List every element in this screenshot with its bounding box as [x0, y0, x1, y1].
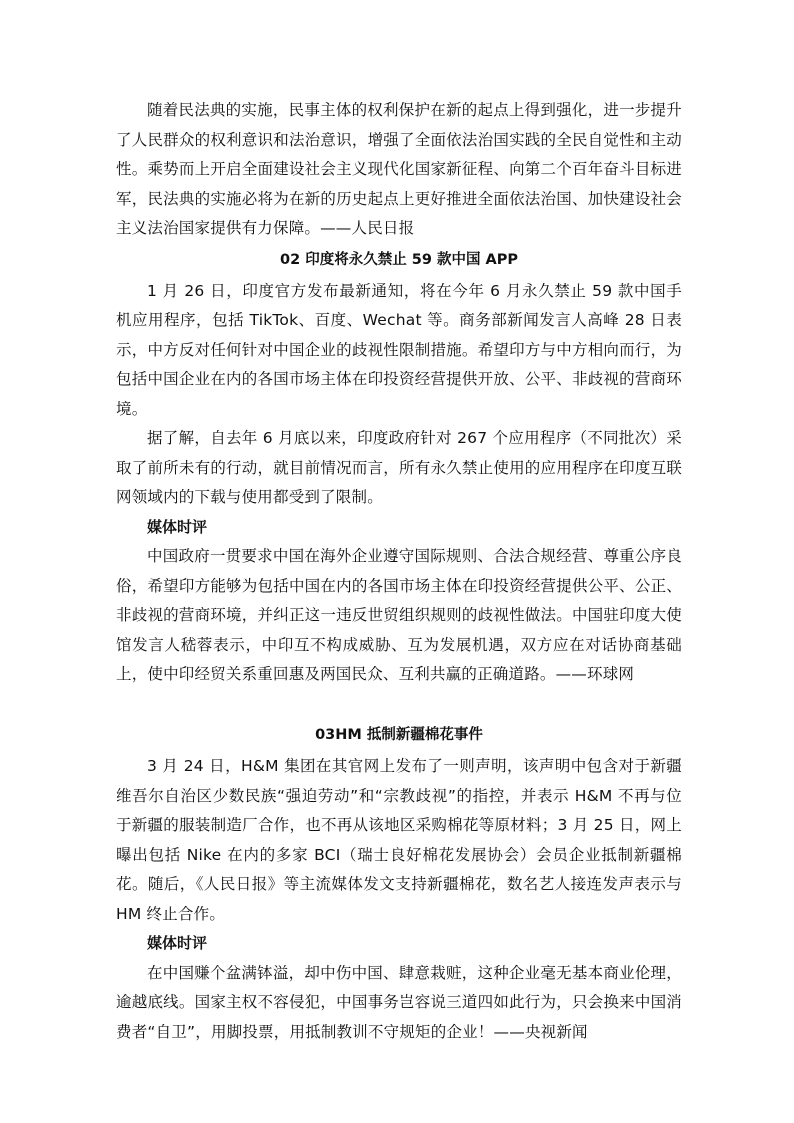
- section-02-commentary: 中国政府一贯要求中国在海外企业遵守国际规则、合法合规经营、尊重公序良俗，希望印方能够为包括中国在内的各国市场主体在印投资经营提供公平、公正、非歧视的营商环境，并纠正这一违反世贸组织规则的歧视性做法。中国驻印度大使馆发言人嵇蓉表示，中印互不构成威胁、互为发展机遇，双方应在对话协商基础上，使中印经贸关系重回惠及两国民众、互利共赢的正确道路。——环球网: [116, 547, 682, 683]
- section-02-commentary-heading: 媒体时评: [147, 517, 208, 536]
- section-03-paragraph-1: 3 月 24 日，H&M 集团在其官网上发布了一则声明，该声明中包含对于新疆维吾尔自治区少数民族“强迫劳动”和“宗教歧视”的指控，并表示 H&M 不再与位于新疆的服装制造厂合作，也不再从该地区采购棉花等原材料；3 月 25 日，网上曝出包括 Nike 在内的多家 BCI（瑞士良好棉花发展协会）会员企业抵制新疆棉花。随后，《人民日报》等主流媒体发文支持新疆棉花，数名艺人接连发声表示与 HM 终止合作。: [116, 757, 682, 923]
- blank-line-divider: [116, 690, 682, 720]
- section-03-title: 03HM 抵制新疆棉花事件: [315, 727, 483, 743]
- section-02-title: 02 印度将永久禁止 59 款中国 APP: [279, 251, 519, 268]
- section-03-commentary: 在中国赚个盆满钵溢，却中伤中国、肆意栽赃，这种企业毫无基本商业伦理，逾越底线。国家主权不容侵犯，中国事务岂容说三道四如此行为，只会换来中国消费者“自卫”，用脚投票，用抵制教训不守规矩的企业！——央视新闻: [116, 963, 682, 1041]
- section-03-commentary-heading: 媒体时评: [147, 934, 208, 952]
- intro-paragraph: 随着民法典的实施，民事主体的权利保护在新的起点上得到强化，进一步提升了人民群众的权利意识和法治意识，增强了全面依法治国实践的全民自觉性和主动性。乘势而上开启全面建设社会主义现代化国家新征程、向第二个百年奋斗目标进军，民法典的实施必将为在新的历史起点上更好推进全面依法治国、加快建设社会主义法治国家提供有力保障。——人民日报: [116, 101, 682, 237]
- section-02-paragraph-2: 据了解，自去年 6 月底以来，印度政府针对 267 个应用程序（不同批次）采取了前所未有的行动，就目前情况而言，所有永久禁止使用的应用程序在印度互联网领域内的下载与使用都受到了限制。: [116, 429, 682, 506]
- document-body: [116, 96, 682, 1047]
- section-02-paragraph-1: 1 月 26 日，印度官方发布最新通知，将在今年 6 月永久禁止 59 款中国手机应用程序，包括 TikTok、百度、Wechat 等。商务部新闻发言人高峰 28 日表示，中方反对任何针对中国企业的歧视性限制措施。希望印方与中方相向而行，为包括中国企业在内的各国市场主体在印投资经营提供开放、公平、非歧视的营商环境。: [116, 281, 682, 418]
